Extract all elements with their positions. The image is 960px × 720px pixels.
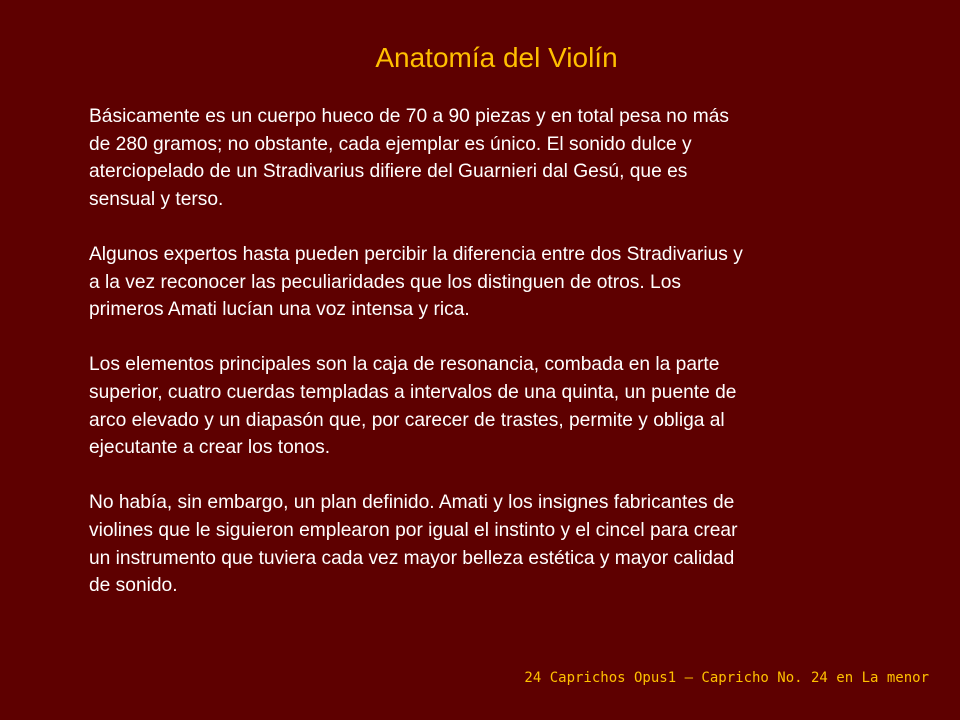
paragraph-line: de 280 gramos; no obstante, cada ejemplar es único. El sonido dulce y — [89, 133, 692, 155]
paragraph-4 — [89, 489, 919, 599]
paragraph-2 — [89, 241, 919, 324]
paragraph-3 — [89, 351, 919, 461]
paragraph-line: ejecutante a crear los tonos. — [89, 437, 331, 459]
paragraph-1 — [89, 103, 919, 213]
paragraph-line: superior, cuatro cuerdas templadas a intervalos de una quinta, un puente de — [89, 381, 737, 403]
paragraph-line: Los elementos principales son la caja de resonancia, combada en la parte — [89, 354, 720, 376]
paragraph-line: Algunos expertos hasta pueden percibir la diferencia entre dos Stradivarius y — [89, 243, 743, 265]
paragraph-line: primeros Amati lucían una voz intensa y rica. — [89, 299, 470, 321]
paragraph-line: de sonido. — [89, 575, 178, 597]
paragraph-line: a la vez reconocer las peculiaridades que los distinguen de otros. Los — [89, 271, 681, 293]
slide-footer: 24 Caprichos Opus1 – Capricho No. 24 en La menor — [524, 670, 929, 686]
slide-body — [89, 103, 919, 600]
paragraph-line: aterciopelado de un Stradivarius difiere del Guarnieri dal Gesú, que es — [89, 161, 688, 183]
paragraph-line: arco elevado y un diapasón que, por carecer de trastes, permite y obliga al — [89, 409, 725, 431]
slide-title: Anatomía del Violín — [375, 42, 618, 73]
paragraph-line: Básicamente es un cuerpo hueco de 70 a 90 piezas y en total pesa no más — [89, 106, 729, 127]
paragraph-line: un instrumento que tuviera cada vez mayor belleza estética y mayor calidad — [89, 547, 735, 569]
paragraph-line: violines que le siguieron emplearon por igual el instinto y el cincel para crear — [89, 519, 738, 541]
paragraph-line: No había, sin embargo, un plan definido. Amati y los insignes fabricantes de — [89, 492, 735, 514]
paragraph-line: sensual y terso. — [89, 188, 224, 210]
